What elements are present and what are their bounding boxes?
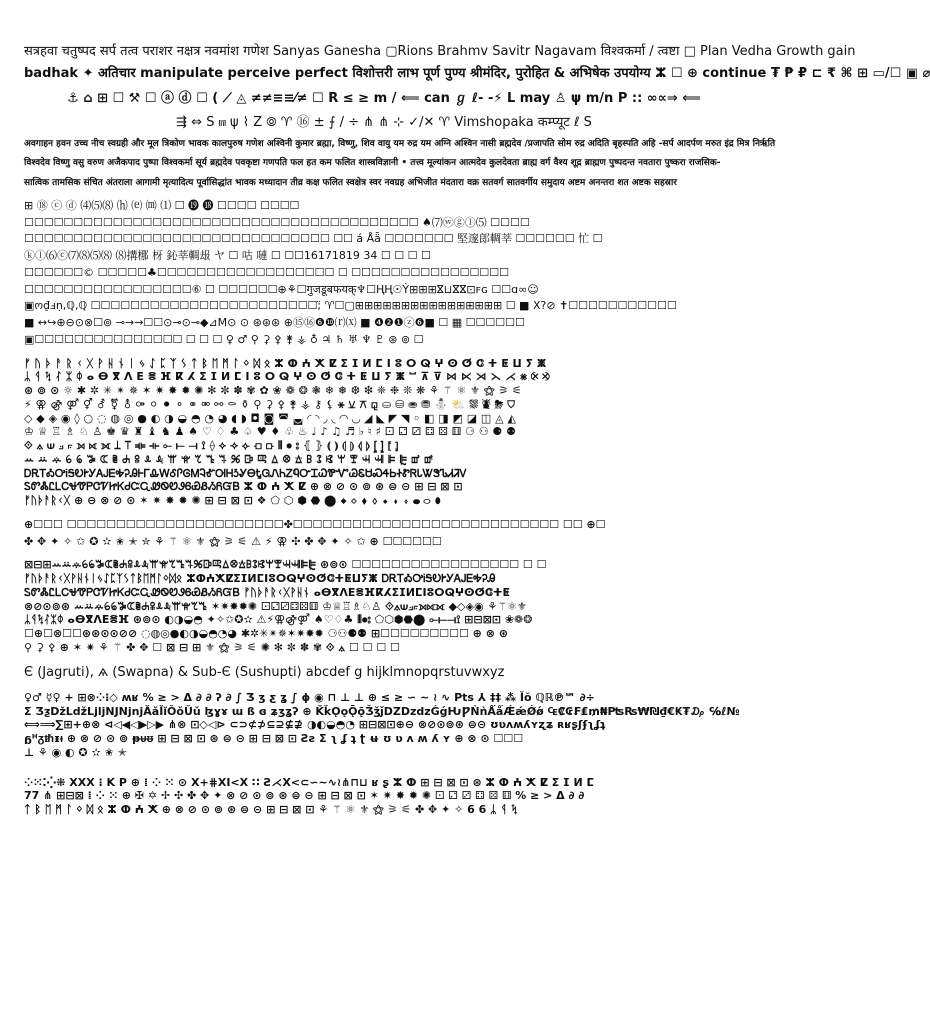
glyph-line-7: ▣ო₫ⅎṇ,ℚ,ℚ ☐☐☐☐☐☐☐☐☐☐☐☐☐☐☐☐☐☐☐☐☐☐☐;̈ ♈☐▢⊞⊞⊞⊞⊞⊞⊞⊞⊞⊞⊞⊞⊞⊞⊞⊞ ☐ ■ X?⊘ ✝☐☐☐☐☐☐☐☐☐☐☐ [24,299,677,313]
symbol-block [24,691,744,760]
footer-line: ⁘⁙⁚⁛⁜ XXX ⁝ K P ⊕ ⁞ ⁘ ⁙ ⊙ X+⋕XI<X ∷ Ƨ⋌X<⊂∽∼∿≀⋔⊓⊔ ʁ ʂ ⵣ ⵀ ⊞ ⊟ ⊠ ⊡ ⊛ ⵣ ⵀ ⵄ ⵅ ⵇ ⵉ ⵊ ⵍ ⵎ [24,775,595,789]
symbol-line: Ʃ ƷƺǅLǆLjljNJNjnjǍǎǏǐǑǒǓǔ ɮɣɤ ɯ ß ɞ ʑʒʓʔ ⊕ ǨǩǪǫǬǭǮǯǰǱǲǳǴǵǶǷǸǹǺǻǼǽǾǿ ₠₡₢₣₤₥₦₧₨₩₪₫€₭₮₯ ℅ℓ№ [24,704,740,718]
script-block-1 [24,357,744,508]
glyph-line-1: ⊞ ⑱ ⓒ ⓓ ⑷⑸⑻ ⒣ ⒠ ⒨ ⑴ ☐ ⓳ ⓲ ☐☐☐☐ ☐☐☐☐ [24,198,300,212]
glyph-line-8: ■ ↔↪⊕⊖⊙⊗☐⊚ ⊸→→☐☐⊙⊸⊙⊸◆⊿M⊙ ⊙ ⊛⊛⊛ ⊕⑮⑯❻❿⒭⒳ ■ ❹❷❶ⓩ❻■ ☐ ▦ ☐☐☐☐☐☐ [24,316,525,329]
glyph-line-6: ☐☐☐☐☐☐☐☐☐☐☐☐☐☐☐☐☐⑥ ☐ ☐☐☐☐☐☐⊕⚘☐गुजडूबफयक्♆☐ⱧⱧ☉Ẏ⊞⊞⊞ⴵ⊔ⴵⴵ⊡ꜰɢ ☐☐ɑ∞☺ [24,282,539,296]
script-line: ꕀ ꕁ ꕂ ꕃ ꕄ ꕅ ꕆ ꕇ ꕈ ꕉ ꕊ ꕋ ꕌ ꕍ ꕎ ꕏ ꕐ ꕑ ꕒ ꕓ ꕔ ꕕ ꕖ ꕗ ꕘ ꕙ ꕚ ꕛ ꕜ ꕝ ꕞ ꕟ ꕠ ꕡ [24,452,434,466]
box-line-2: ✤ ✥ ✦ ✧ ✩ ✪ ✫ ✬ ✭ ✮ ⚘ ⚚ ⚛ ⚜ ⚝ ⚞ ⚟ ⚠ ⚡ ⚢ ✣ ✤ ✥ ✦ ✧ ✩ ⊕ ☐☐☐☐☐☐ [24,534,442,548]
footer-line: ᛏ ᛒ ᛖ ᛗ ᛚ ᛜ ᛞ ᛟ ⵣ ⵀ ⵄ ⵅ ⊕ ⊗ ⊘ ⊙ ⊚ ⊛ ⊜ ⊝ ⊞ ⊟ ⊠ ⊡ ⚘ ⚚ ⚛ ⚜ ⚝ ⚞ ⚟ ✤ ✥ ✦ ✧ 6 6 ᛦ ᛩ ᛪ [24,803,518,816]
devanagari-line-1: अवगाहन हवन उच्च नीच स्वग्रही और मूल त्रिकोण भावक कालपुरुष गणेश अश्विनी कुमार ब्रह्मा, विष्णु, शिव वायु यम रुद्र यम अग्नि अश्विन नासी ब्रह्मदेव /प्रजापति सोम रुद्र अदिति बृहस्पति अहि -सर्प आदर्पण मरुत इंद्र मित्र निर्ऋति [24,139,776,149]
script-line: ᎠᎡᎢᎣᎤᎥᎦᎧᎨᎩᎪᎫᎬᎭᎮᎯᎰᎱᎲᎳᎴᎵᎶᎷᎸᎹᎺᎻᎼᎽᎾᎿᏀᏁᏂᏃᏄᏅᏆᏇᏈᏉᏊᏋᏌᏍᏎᏏᏐᏑᏒᏓᏔᏕᏖᏗᏘᏙ [24,466,467,480]
script-line: ⚲ ⚳ ⚴ ⊕ ✶ ✷ ⚘ ⚚ ✤ ✥ ☐ ⊠ ⊟ ⊞ ⚜ ⚝ ⚞ ⚟ ✺ ✻ ✼ ✽ ✾ ⟐ ⟑ ☐ ☐ ☐ ☐ [24,640,400,654]
symbol-line: ⊥ ⚘ ◉ ◐ ✪ ✫ ✬ ✭ [24,745,127,759]
symbol-line: ᵷᵸᵹᵺᵻᵼ ⊕ ⊗ ⊘ ⊙ ⊚ ᵽᵾᵿ ⊞ ⊟ ⊠ ⊡ ⊛ ⊜ ⊝ ⊞ ⊟ ⊠ ⊡ Ƨƨ Ʃ ʅ ʆ ʇ ʈ ʉ ʊ ʋ ʌ ʍ ʎ ʏ ⊕ ⊗ ⊙ ☐☐☐ [24,732,524,745]
script-line: ⟐ ⟑ ⟒ ⟓ ⟔ ⟕ ⟖ ⟗ ⟘ ⟙ ⟚ ⟛ ⟜ ⟝ ⟞ ⟟ ⟠ ⟡ ⟢ ⟣ ⟤ ⟥ ⦀ ⦁ ⦂ ⦃ ⦄ ⦅ ⦆ ⦇ ⦈ ⦉ ⦊ ⦋ ⦌ ⦍ ⦎ [24,439,399,452]
glyph-line-3: ☐☐☐☐☐☐☐☐☐☐☐☐☐☐☐☐☐☐☐☐☐☐☐☐☐☐☐☐☐☐☐ ☐☐ á Åǟ ☐☐☐☐☐☐☐ 堅邃郎輖莘 ☐☐☐☐☐☐ 忙 ☐ [24,232,603,246]
heading-line-4: ⇶ ⇔ S ⩎ ψ ⌇ Z ⦾ ♈ ⑯ ± ⨍ / ÷ ⋔ ⋔ ⊹ ✓/✕ ♈ Vimshopaka कम्प्यूट ℓ S [176,114,592,130]
script-line: ᛦᛩᛪᛮᛯᛰ ⴰⴱⴳⴷⴹⴻⴼ ⊛⊚⊙ ◐◑◒◓ ✦✧✩✪✫ ⚠⚡⚢⚣⚤ ♠♡♢♣ ⦀⦁⦂ ⬠⬡⬢⬣⬤ ⟜⟝⟞⟟ ⊞⊟⊠⊡ ❀❁❂ [24,613,533,627]
script-line: ⊠⊟⊞ꕀꕁꕂꕃꕄꕅꕆꕇꕈꕉꕊꕋꕌꕍꕎꕏꕐꕑꕒꕓꕔꕕꕖꕗꕘꕙꕚꕛꕜꕝꕞꕟ ⊛⊚⊙ ☐☐☐☐☐☐☐☐☐☐☐☐☐☐☐☐☐ ☐ ☐ [24,558,547,572]
script-line: ᚠᚢᚦᚨᚱᚲᚷᚹᚺᚾᛁᛃᛇᛈᛉᛊᛏᛒᛖᛗᛚᛜᛞᛟ ⵣⵀⵄⵅⵇⵉⵊⵍⵎⵏⵓⵔⵕⵖⵙⵚⵛⵜⵟⵡⵢⵥ ᎠᎡᎢᎣᎤᎥᎦᎧᎨᎩᎪᎫᎬᎭᎮᎯ [24,572,496,585]
heading-line-2: badhak ✦ अतिचार manipulate perceive perfect विशोत्तरी लाभ पूर्ण पुण्य श्रीमंदिर, पुरोहित & अभिषेक उपयोग्य ⵣ ☐ ⊕ continue ₮ ₱ ₽ ⊏ ₹ ⌘ ⊞ ▭/☐ ▣ ⌀ [24,66,930,82]
script-line: ⚡ ⚢ ⚣ ⚤ ⚥ ⚦ ⚧ ⚨ ⚩ ⚪ ⚫ ⚬ ⚭ ⚮ ⚯ ⚰ ⚱ ⚲ ⚳ ⚴ ⚵ ⚶ ⚷ ⚸ ⚹ ⚺ ⚻ ⚼ ⛀ ⛁ ⛂ ⛃ ⛄ ⛅ ⛆ ⛇ ⛈ ⛉ [24,397,516,411]
box-line-1: ⊕☐☐☐ ☐☐☐☐☐☐☐☐☐☐☐☐☐☐☐☐☐☐☐☐☐☐✤☐☐☐☐☐☐☐☐☐☐☐☐☐☐☐☐☐☐☐☐☐☐☐☐☐☐☐ ☐☐ ⊕☐ [24,517,606,531]
consciousness-line: Є (Jagruti), ѧ (Swapna) & Sub-Є (Sushupti) abcdef g hijklmnopqrstuvwxyz [24,664,505,680]
devanagari-line-3: सात्विक तामसिक संचित अंतराला आगामी मृत्यादित्य पूर्वासिद्धांत भावक मध्यादान तीव्र कक्ष फलित स्वक्षेत्र स्वर नवग्रह अभिजीत मंदतारा वक्र सतवर्ग सातवर्गीय समुदाय अष्टम अनन्तरा शत अष्टक सहस्रार [24,177,677,188]
glyph-line-4: ⓚⓛ⑹ⓒ⑺⑻⑸⑻ ⑻搆梛 枒 鈊莘輖叝 ヤ ☐ 咕 嗹 ☐ ☐☐16171819 34 ☐ ☐ ☐ ☐ [24,249,431,262]
footer-line: 77 ⋔ ⊞⊟⊠ ⁞ ⁘ ⁙ ⊕ ✠ ✡ ✢ ✣ ✤ ✥ ✦ ⊗ ⊘ ⊙ ⊚ ⊛ ⊜ ⊝ ⊞ ⊟ ⊠ ⊡ ✶ ✷ ✸ ✹ ✺ ⚀ ⚁ ⚂ ⚃ ⚄ ⚅ % ≥ > Δ ∂ ∂ [24,789,585,803]
script-line: ᚠ ᚢ ᚦ ᚨ ᚱ ᚲ ᚷ ᚹ ᚺ ᚾ ᛁ ᛃ ᛇ ᛈ ᛉ ᛊ ᛏ ᛒ ᛖ ᛗ ᛚ ᛜ ᛞ ᛟ ⵣ ⵀ ⵄ ⵅ ⵇ ⵉ ⵊ ⵍ ⵎ ⵏ ⵓ ⵔ ⵕ ⵖ ⵙ ⵚ ⵛ ⵜ ⵟ ⵡ ⵢ ⵥ [24,356,547,370]
glyph-line-2: ☐☐☐☐☐☐☐☐☐☐☐☐☐☐☐☐☐☐☐☐☐☐☐☐☐☐☐☐☐☐☐☐☐☐☐☐☐☐☐☐ ♠⑺ⓦⓖⓛ⑸ ☐☐☐☐ [24,215,530,229]
script-line: ᏚᏛᏜᏝᏞᏟᏠᏡᏢᏣᏤᏥᏦᏧᏨᏩᏪᏫᏬᏭᏮᏯᏰᏱᏲᏳᏴ ⵣ ⵀ ⵄ ⵅ ⵇ ⊕ ⊗ ⊘ ⊙ ⊚ ⊛ ⊜ ⊝ ⊞ ⊟ ⊠ ⊡ [24,480,463,494]
script-line: ⊗⊘⊙⊚⊛ ꕀꕁꕂꕃꕄꕅꕆꕇꕈꕉꕊꕋꕌꕍꕎꕏ ✶✷✸✹✺ ⚀⚁⚂⚃⚄⚅ ♔♕♖♗♘♙ ⟐⟑⟒⟓⟔⟕⟖⟗ ◆◇◈◉ ⚘⚚⚛⚜ [24,599,527,613]
top-margin [24,0,744,44]
heading-line-1: सत्रहवा चतुष्पद सर्प तत्व पराशर नक्षत्र नवमांश गणेश Sanyas Ganesha ▢Rions Brahmv Savitr Nagavam विश्वकर्मा / त्वष्टा □ Plan Vedha Growth gain [24,44,856,59]
glyph-line-9: ▣☐☐☐☐☐☐☐☐☐☐☐☐☐☐☐ ☐ ☐ ☐ ♀ ♂ ⚲ ⚳ ⚴ ⚵ ⚶ ♁ ♃ ♄ ♅ ♆ ♇ ⊛ ⊚ ☐ [24,332,424,346]
glyph-line-5: ☐☐☐☐☐☐© ☐☐☐☐☐♣☐☐☐☐☐☐☐☐☐☐☐☐☐☐☐☐☐☐ ☐ ☐☐☐☐☐☐☐☐☐☐☐☐☐☐☐☐ [24,265,509,279]
symbol-line: ⟺⟹∑⊞+⊕⊗ ⊲◁◀◁▶▷▶ ⋔⊗ ⊡◇◁⊳ ⊂⊃⊄⊅⊆⊇⊈⊉ ◑◐◒◓◔ ⊞⊟⊠⊡⊕⊖ ⊗⊘⊙⊚⊛ ⊜⊝ ʊʋʌʍʎʏʐʑ ʀʁʂʃʄʅʆʇ [24,718,606,732]
script-line: ⊛ ⊚ ⊙ ☼ ✱ ✲ ✳ ✴ ✵ ✶ ✷ ✸ ✹ ✺ ✻ ✼ ✽ ✾ ✿ ❀ ❁ ❂ ❃ ❄ ❅ ❆ ❇ ❈ ❉ ❊ ❋ ⚘ ⚚ ⚛ ⚜ ⚝ ⚞ ⚟ [24,384,522,397]
devanagari-line-2: विश्वदेव विष्णु वसु वरुण अजैकपाद पुष्पा विश्वकर्मा सूर्य ब्रह्मदेव पवकृष्टा गणपति फल हत कम फलित शास्त्रविज्ञानी • तत्त्व मूल्यांकन आत्मदेव कुलदेवता ब्राह्म वर्ग वैश्य शूद्र ब्राह्मण पुष्पदन्त नवतारा पुष्करा राजसिक- [24,158,721,169]
footer-block [24,776,744,817]
script-line: ◇ ◆ ◈ ◉ ◊ ○ ◌ ◍ ◎ ● ◐ ◑ ◒ ◓ ◔ ◕ ◖ ◗ ◘ ◙ ◚ ◛ ◜ ◝ ◞ ◟ ◠ ◡ ◢ ◣ ◤ ◥ ◦ ◧ ◨ ◩ ◪ ◫ ◬ ◭ [24,411,516,425]
script-line: ☐⊕☐⊗☐☐⊛⊛⊙⊙⊘⊘ ◌◍◎●◐◑◒◓◔◕ ✱✲✳✴✵✶✷✸✹ ⚆⚇⚈⚉ ⊞☐☐☐☐☐☐☐☐☐ ⊕ ⊗ ⊛ [24,627,508,640]
heading-line-3: ⚓ ⌂ ⊞ ☐ ⚒ ☐ ⓐ ⓓ ☐ ( ⟋ ◬ ≠≠≡≡⁄≠ ☐ R ≤ ≥ m / ⟸ can ℊ ℓ- -⚡ L may ♙ ψ m/n P :: ∞∝⇒ ⟸ [67,90,701,106]
script-line: ᏚᏛᏜᏝᏞᏟᏠᏡᏢᏣᏤᏥᏦᏧᏨᏩᏪᏫᏬᏭᏮᏯᏰᏱᏲᏳᏴ ᚠᚢᚦᚨᚱᚲᚷᚹᚺᚾ ⴰⴱⴳⴷⴹⴻⴼⴽⵃⵉⵊⵍⵎⵏⵓⵔⵕⵖⵙⵚⵛⵜⵟ [24,585,511,599]
script-block-2 [24,558,744,654]
script-line: ♔ ♕ ♖ ♗ ♘ ♙ ♚ ♛ ♜ ♝ ♞ ♟ ♠ ♡ ♢ ♣ ♤ ♥ ♦ ♧ ♨ ♩ ♪ ♫ ♬ ♭ ♮ ♯ ⚀ ⚁ ⚂ ⚃ ⚄ ⚅ ⚆ ⚇ ⚈ ⚉ [24,425,516,439]
script-line: ᚠᚢᚦᚨᚱᚲᚷ ⊕ ⊖ ⊗ ⊘ ⊙ ✶ ✷ ✸ ✹ ✺ ⊞ ⊟ ⊠ ⊡ ❖ ⬠ ⬡ ⬢ ⬣ ⬤ ⬥ ⬦ ⬧ ⬨ ⬩ ⬪ ⬫ ⬬ ⬭ ⬮ [24,494,441,507]
script-line: ᛦ ᛩ ᛪ ᛮ ᛯ ᛰ ⴰ ⴱ ⴳ ⴷ ⴹ ⴻ ⴼ ⴽ ⵃ ⵉ ⵊ ⵍ ⵎ ⵏ ⵓ ⵔ ⵕ ⵖ ⵙ ⵚ ⵛ ⵜ ⵟ ⵡ ⵢ ⵥ ⵯ ⊼ ⊽ ⋈ ⋉ ⋊ ⋋ ⋌ ⨳ ⨴ ⨵ [24,370,550,384]
symbol-line: ♀♂ ☿♀ + ⊞⊗⁘⁝◇ ʍʁ % ≥ > Δ ∂ ∂ ʔ ∂ ∫ Ʒ ʒ ƹ ʓ ∫ ɸ ◉ ⊓ ⊥ ⊥ ⊕ ≤ ≥ ∽ ∼ ≀ ∿ Pts ⅄ ‡‡ ⁂ Ĭŏ ℚℝ℗℠ ∂÷ [24,690,595,704]
